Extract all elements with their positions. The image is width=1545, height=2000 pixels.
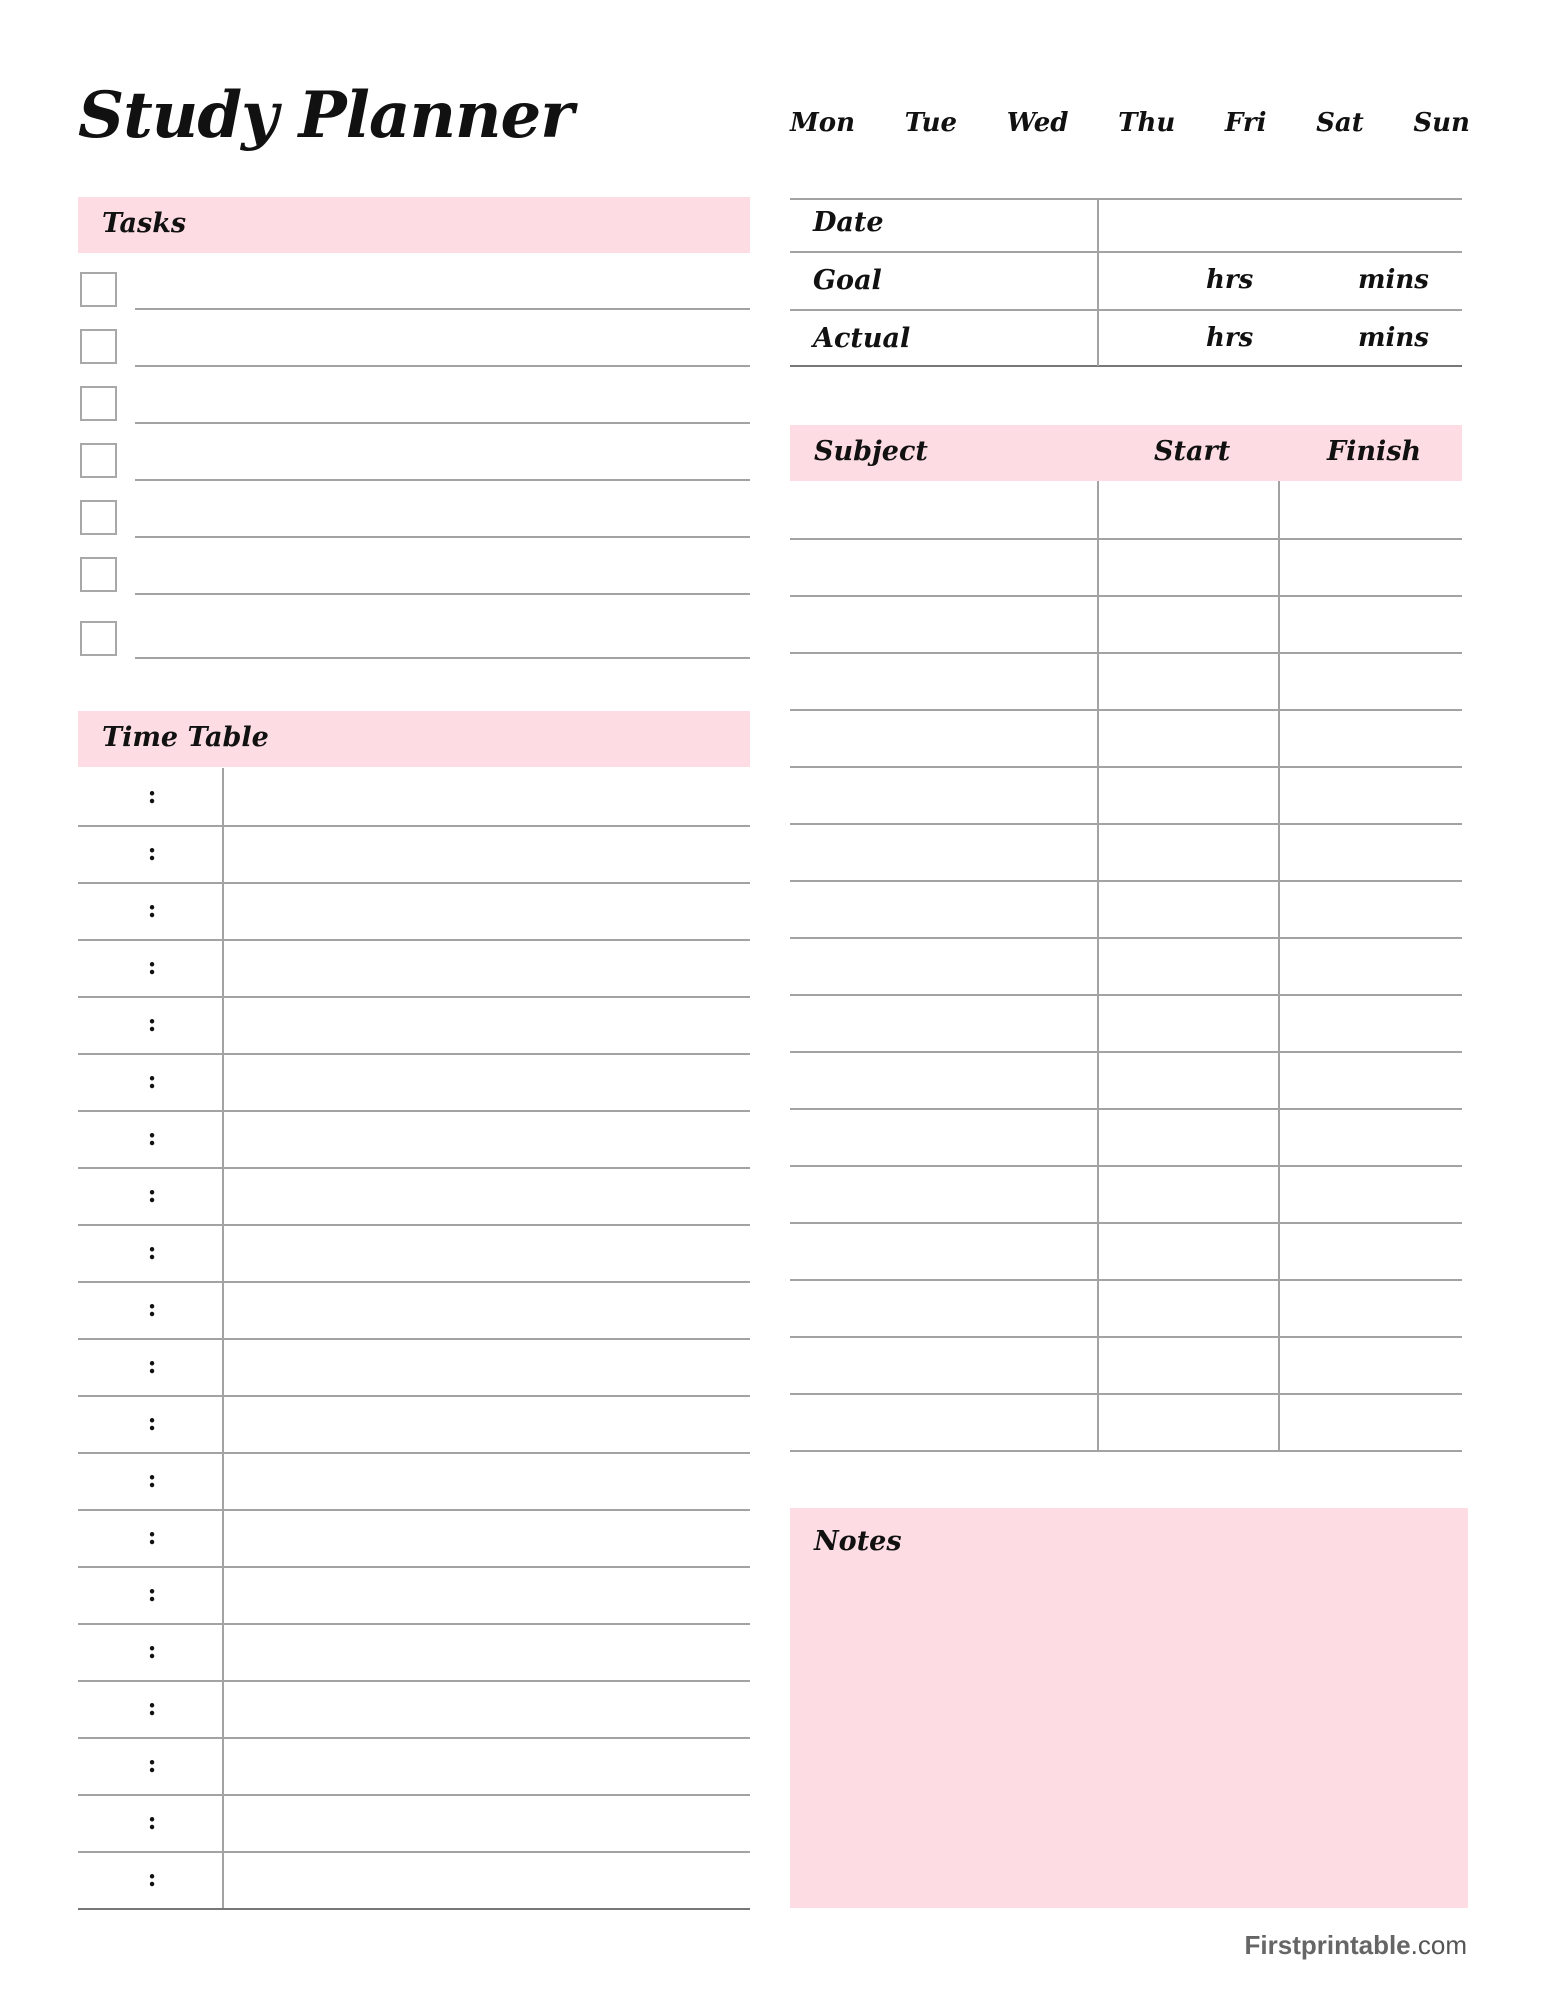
goal-hrs-unit: hrs: [1206, 265, 1254, 295]
task-line[interactable]: [135, 657, 750, 659]
finish-col-divider: [1278, 481, 1280, 1450]
timetable-rule: [78, 1566, 750, 1568]
timetable-label: Time Table: [102, 722, 269, 753]
time-colon: :: [147, 1065, 157, 1094]
day-fri[interactable]: Fri: [1224, 108, 1267, 138]
timetable-rule: [78, 825, 750, 827]
task-line[interactable]: [135, 422, 750, 424]
notes-label: Notes: [814, 1526, 902, 1557]
subject-rule: [790, 1279, 1462, 1281]
time-colon: :: [147, 1806, 157, 1835]
timetable-rule: [78, 939, 750, 941]
timetable-rule: [78, 1680, 750, 1682]
subject-rule: [790, 595, 1462, 597]
timetable-rule: [78, 1110, 750, 1112]
subject-rule: [790, 823, 1462, 825]
task-checkbox[interactable]: [80, 272, 117, 307]
tasks-header: [78, 197, 750, 253]
time-colon: :: [147, 837, 157, 866]
task-line[interactable]: [135, 365, 750, 367]
subject-rule: [790, 1450, 1462, 1452]
day-mon[interactable]: Mon: [790, 108, 856, 138]
time-colon: :: [147, 894, 157, 923]
time-colon: :: [147, 1749, 157, 1778]
actual-hrs-unit: hrs: [1206, 323, 1254, 353]
finish-col-label: Finish: [1327, 436, 1422, 467]
timetable-header: [78, 711, 750, 767]
time-colon: :: [147, 1350, 157, 1379]
subject-rule: [790, 1165, 1462, 1167]
timetable-rule: [78, 1623, 750, 1625]
subject-rule: [790, 1393, 1462, 1395]
goal-mins-unit: mins: [1358, 265, 1429, 295]
actual-label: Actual: [813, 323, 911, 354]
start-col-divider: [1097, 481, 1099, 1450]
time-colon: :: [147, 1863, 157, 1892]
timetable-rule: [78, 1908, 750, 1910]
timetable-rule: [78, 1053, 750, 1055]
timetable-rule: [78, 1509, 750, 1511]
footer-brand-tld: .com: [1410, 1930, 1467, 1960]
task-line[interactable]: [135, 479, 750, 481]
task-checkbox[interactable]: [80, 443, 117, 478]
timetable-divider: [222, 768, 224, 1908]
timetable-rule: [78, 1452, 750, 1454]
notes-box[interactable]: [790, 1508, 1468, 1908]
timetable-rule: [78, 1281, 750, 1283]
time-colon: :: [147, 780, 157, 809]
task-checkbox[interactable]: [80, 557, 117, 592]
timetable-rule: [78, 996, 750, 998]
day-sun[interactable]: Sun: [1413, 108, 1470, 138]
task-line[interactable]: [135, 308, 750, 310]
actual-mins-unit: mins: [1358, 323, 1429, 353]
subject-rule: [790, 766, 1462, 768]
timetable-rule: [78, 1851, 750, 1853]
footer-brand: [1245, 1930, 1467, 1961]
info-rule-bottom: [790, 365, 1462, 367]
task-checkbox[interactable]: [80, 500, 117, 535]
time-colon: :: [147, 1407, 157, 1436]
task-checkbox[interactable]: [80, 386, 117, 421]
subject-rule: [790, 1222, 1462, 1224]
time-colon: :: [147, 1578, 157, 1607]
task-checkbox[interactable]: [80, 329, 117, 364]
day-thu[interactable]: Thu: [1118, 108, 1176, 138]
start-col-label: Start: [1154, 436, 1231, 467]
time-colon: :: [147, 951, 157, 980]
time-colon: :: [147, 1008, 157, 1037]
subject-header: [790, 425, 1462, 481]
time-colon: :: [147, 1293, 157, 1322]
timetable-rule: [78, 1395, 750, 1397]
page-title: Study Planner: [78, 78, 573, 153]
date-field[interactable]: [1099, 200, 1462, 251]
subject-rule: [790, 1108, 1462, 1110]
subject-rule: [790, 1336, 1462, 1338]
subject-rule: [790, 538, 1462, 540]
timetable-rule: [78, 882, 750, 884]
task-checkbox[interactable]: [80, 621, 117, 656]
date-label: Date: [813, 207, 884, 238]
timetable-rule: [78, 1167, 750, 1169]
timetable-rule: [78, 1737, 750, 1739]
footer-brand-name: Firstprintable: [1244, 1930, 1411, 1960]
tasks-label: Tasks: [102, 208, 187, 239]
day-tue[interactable]: Tue: [904, 108, 958, 138]
time-colon: :: [147, 1179, 157, 1208]
weekday-selector: [790, 108, 1470, 138]
subject-rule: [790, 880, 1462, 882]
day-sat[interactable]: Sat: [1316, 108, 1364, 138]
time-colon: :: [147, 1236, 157, 1265]
time-colon: :: [147, 1635, 157, 1664]
subject-rule: [790, 709, 1462, 711]
timetable-rule: [78, 1338, 750, 1340]
subject-rule: [790, 937, 1462, 939]
time-colon: :: [147, 1692, 157, 1721]
time-colon: :: [147, 1521, 157, 1550]
time-colon: :: [147, 1464, 157, 1493]
info-rule-2: [790, 309, 1462, 311]
task-line[interactable]: [135, 536, 750, 538]
timetable-rule: [78, 1794, 750, 1796]
goal-label: Goal: [813, 265, 882, 296]
subject-rule: [790, 1051, 1462, 1053]
info-rule-1: [790, 251, 1462, 253]
subject-rule: [790, 994, 1462, 996]
timetable-rule: [78, 1224, 750, 1226]
time-colon: :: [147, 1122, 157, 1151]
task-line[interactable]: [135, 593, 750, 595]
day-wed[interactable]: Wed: [1006, 108, 1069, 138]
subject-col-label: Subject: [814, 436, 928, 467]
subject-rule: [790, 652, 1462, 654]
